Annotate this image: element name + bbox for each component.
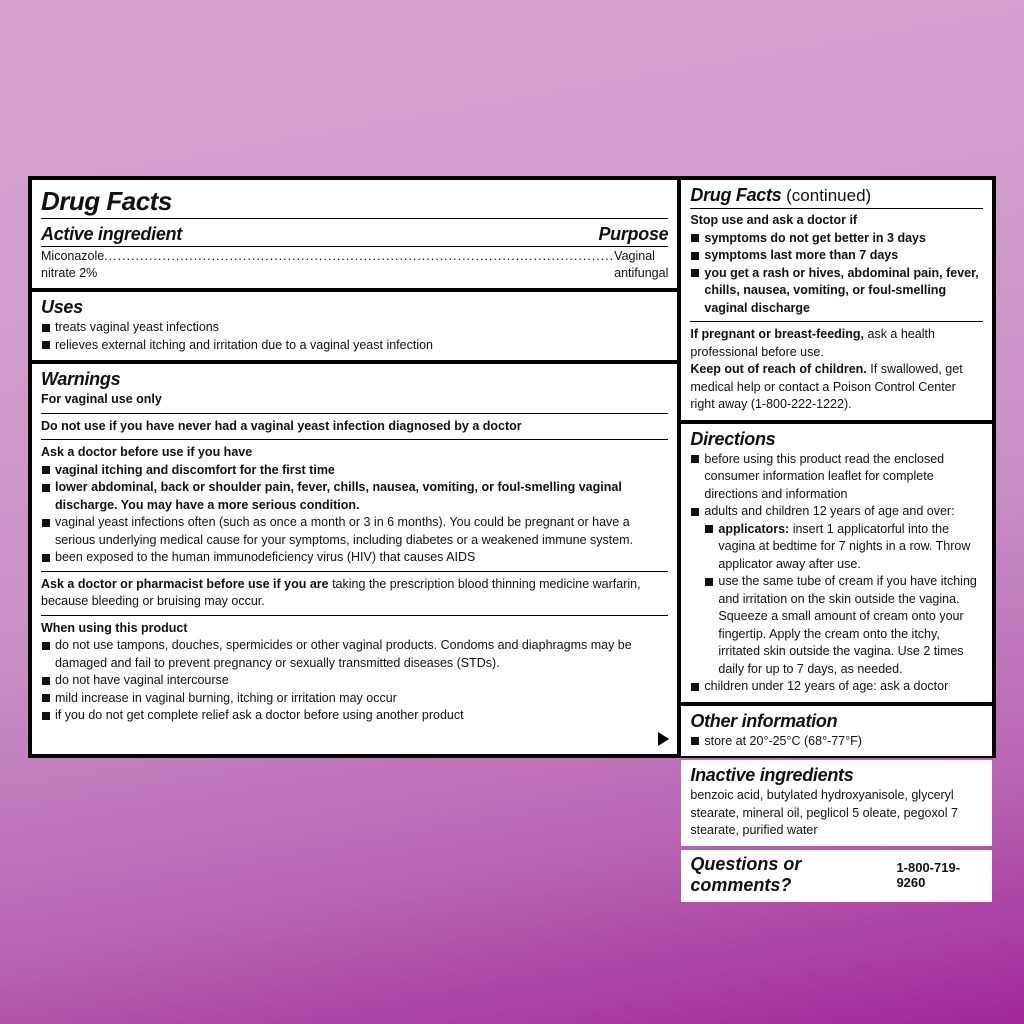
active-ingredient-header	[41, 223, 668, 246]
list-item: vaginal yeast infections often (such as once a month or 3 in 6 months). You could be pregnant or have a serious underlying medical cause for your symptoms, including diabetes or a weakened immune system.	[41, 514, 668, 549]
list-item: lower abdominal, back or shoulder pain, fever, chills, nausea, vomiting, or foul-smelling vaginal discharge. You may have a more serious condition.	[41, 479, 668, 514]
drug-facts-label	[28, 176, 996, 895]
active-ingredient-section	[32, 180, 677, 288]
stop-use-list	[690, 230, 983, 318]
list-item: you get a rash or hives, abdominal pain, fever, chills, nausea, vomiting, or foul-smelling vaginal discharge	[690, 265, 983, 318]
purpose-heading: Purpose	[598, 224, 669, 244]
list-item: symptoms last more than 7 days	[690, 247, 983, 265]
inactive-text: benzoic acid, butylated hydroxyanisole, glyceryl stearate, mineral oil, peglicol 5 oleate, pegoxol 7 stearate, purified water	[690, 788, 958, 837]
drug-facts-continued-title	[690, 184, 983, 209]
pregnant-bold: If pregnant or breast-feeding,	[690, 327, 865, 341]
applicators-text: insert 1 applicatorful into the vagina at bedtime for 7 nights in a row. Throw applicator away after use.	[718, 521, 971, 571]
questions-phone: 1-800-719-9260	[896, 859, 961, 890]
divider	[690, 321, 983, 322]
right-column	[681, 180, 992, 895]
uses-list	[41, 319, 668, 354]
ingredient-purpose: Vaginal antifungal	[614, 249, 669, 280]
stop-use-section	[681, 180, 992, 420]
directions-heading: Directions	[690, 428, 776, 449]
pharmacist-warning	[41, 576, 668, 611]
list-item: children under 12 years of age: ask a doctor	[690, 678, 983, 696]
stop-use-heading: Stop use and ask a doctor if	[690, 213, 858, 227]
children-warning	[690, 361, 983, 414]
drug-facts-title: Drug Facts	[41, 186, 668, 219]
list-item: mild increase in vaginal burning, itching or irritation may occur	[41, 690, 668, 708]
warnings-section	[32, 364, 677, 754]
questions-heading: Questions or comments?	[690, 853, 802, 895]
pregnant-warning	[690, 326, 983, 361]
divider	[41, 571, 668, 572]
directions-section	[681, 424, 992, 702]
children-bold: Keep out of reach of children.	[690, 362, 867, 376]
divider	[41, 439, 668, 440]
list-item-applicators	[704, 521, 983, 574]
other-information-section	[681, 706, 992, 757]
divider	[41, 413, 668, 414]
active-ingredient-heading: Active ingredient	[41, 224, 182, 244]
list-item: adults and children 12 years of age and over:	[690, 503, 983, 521]
continued-suffix: (continued)	[781, 186, 872, 205]
divider	[41, 246, 668, 247]
vaginal-use-only: For vaginal use only	[41, 392, 162, 406]
uses-heading: Uses	[41, 297, 83, 317]
other-info-list	[690, 733, 983, 751]
ingredient-dots: ..................................................................................................................	[104, 249, 615, 263]
applicators-bold: applicators:	[718, 521, 790, 536]
children-text: If swallowed, get medical help or contact a Poison Control Center right away (1-800-222-1222).	[690, 362, 963, 411]
ask-doctor-heading: Ask a doctor before use if you have	[41, 445, 253, 459]
divider	[41, 615, 668, 616]
continued-title: Drug Facts	[690, 185, 782, 205]
ingredient-row	[41, 248, 668, 282]
other-info-heading: Other information	[690, 710, 838, 731]
pharmacist-bold: Ask a doctor or pharmacist before use if you are	[41, 576, 329, 591]
list-item: do not have vaginal intercourse	[41, 672, 668, 690]
when-using-heading: When using this product	[41, 620, 188, 635]
questions-section	[681, 850, 992, 902]
pharmacist-text: taking the prescription blood thinning medicine warfarin, because bleeding or bruising may occur.	[41, 576, 641, 608]
ask-doctor-list	[41, 462, 668, 567]
list-item: store at 20°-25°C (68°-77°F)	[690, 733, 983, 751]
list-item: use the same tube of cream if you have itching and irritation on the skin outside the vagina. Squeeze a small amount of cream onto your fingertip. Apply the cream onto the itchy, irritated skin outside the vagina. Use 2 times daily for up to 7 days, as needed.	[704, 573, 983, 678]
inactive-heading: Inactive ingredients	[690, 765, 854, 785]
uses-section	[32, 292, 677, 360]
list-item: been exposed to the human immunodeficiency virus (HIV) that causes AIDS	[41, 549, 668, 567]
list-item: before using this product read the enclosed consumer information leaflet for complete directions and information	[690, 451, 983, 504]
list-item: treats vaginal yeast infections	[41, 319, 668, 337]
warnings-heading: Warnings	[41, 369, 121, 389]
list-item: symptoms do not get better in 3 days	[690, 230, 983, 248]
when-using-list	[41, 637, 668, 725]
pregnant-text: ask a health professional before use.	[690, 327, 935, 359]
directions-list	[690, 451, 983, 696]
do-not-use: Do not use if you have never had a vaginal yeast infection diagnosed by a doctor	[41, 418, 522, 433]
list-item: vaginal itching and discomfort for the first time	[41, 462, 668, 480]
list-item: do not use tampons, douches, spermicides or other vaginal products. Condoms and diaphragms may be damaged and fail to prevent pregnancy or sexually transmitted diseases (STDs).	[41, 637, 668, 672]
inactive-ingredients-section	[681, 760, 992, 846]
triangle-right-arrow-icon	[658, 732, 669, 746]
list-item: relieves external itching and irritation due to a vaginal yeast infection	[41, 337, 668, 355]
left-column	[32, 180, 677, 754]
ingredient-name: Miconazole nitrate 2%	[41, 249, 105, 280]
list-item: if you do not get complete relief ask a doctor before using another product	[41, 707, 668, 725]
